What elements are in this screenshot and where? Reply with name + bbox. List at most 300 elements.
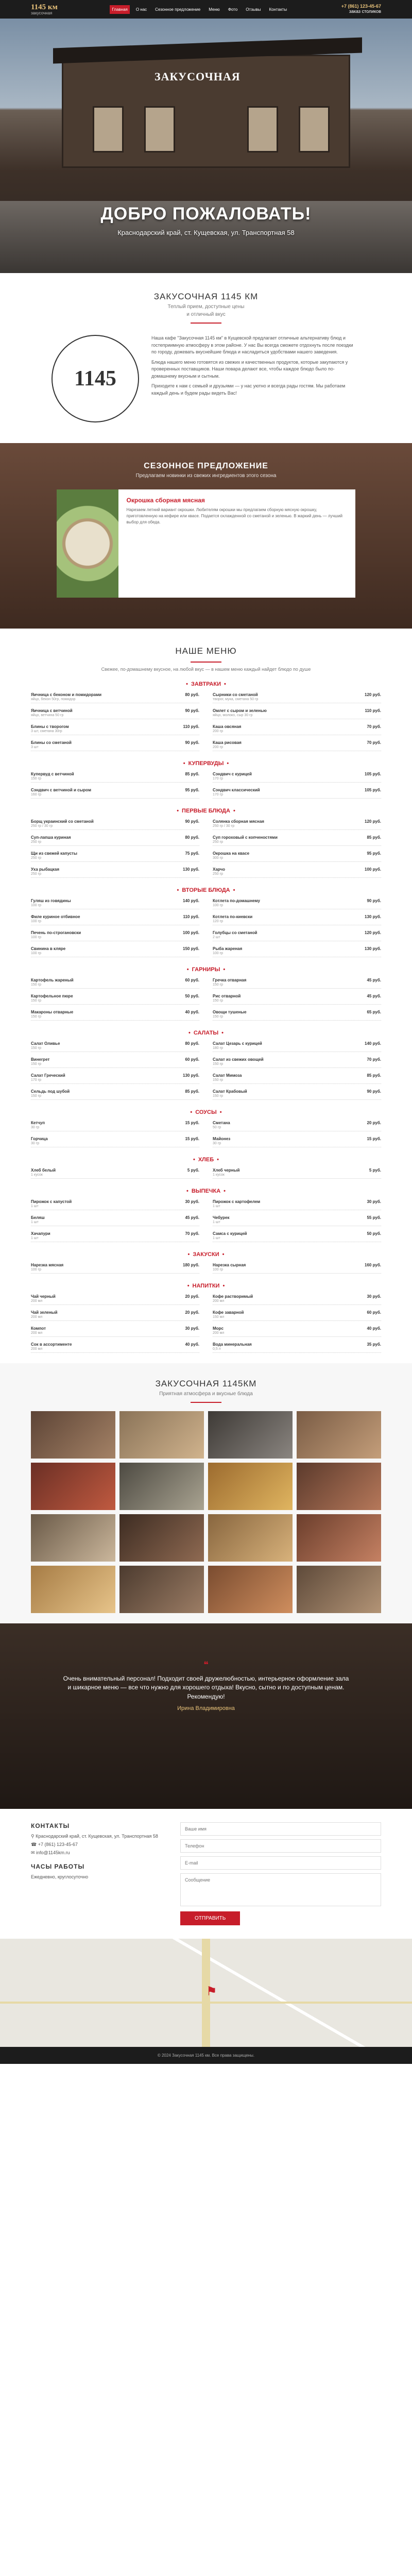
menu-item-name: Самса с курицей — [213, 1231, 247, 1236]
menu-item-desc: 120 гр — [213, 920, 224, 923]
menu-item — [31, 1326, 199, 1337]
menu-item-price: 120 руб. — [365, 930, 381, 935]
menu-item-price: 5 руб. — [187, 1168, 199, 1173]
menu-item — [31, 978, 199, 989]
menu-item-name: Макароны отварные — [31, 1010, 74, 1014]
menu-item — [213, 1231, 381, 1242]
email-text: info@1145km.ru — [36, 1850, 70, 1855]
menu-item-price: 5 руб. — [369, 1168, 381, 1173]
menu-item — [213, 1199, 381, 1210]
menu-item-price: 130 руб. — [183, 867, 199, 872]
menu-item — [31, 788, 199, 799]
gallery-photo[interactable] — [31, 1514, 115, 1562]
menu-item-desc: 170 гр — [213, 777, 224, 781]
menu-section — [0, 629, 412, 1363]
menu-item — [213, 819, 381, 830]
menu-item — [31, 724, 199, 735]
gallery-photo[interactable] — [31, 1463, 115, 1510]
menu-item-desc: 100 гр — [213, 952, 224, 955]
menu-item-price: 110 руб. — [183, 724, 199, 729]
menu-item-price: 60 руб. — [185, 978, 199, 982]
location-map[interactable] — [0, 1939, 412, 2047]
menu-item-name: Сырники со сметаной — [213, 692, 258, 697]
contact-phone[interactable]: ☎ +7 (861) 123-45-67 — [31, 1842, 78, 1847]
menu-item-name: Компот — [31, 1326, 46, 1331]
category-title: • ВЫПЕЧКА • — [31, 1188, 381, 1194]
hero-window — [93, 106, 124, 152]
menu-item-desc: 0,5 л — [213, 1347, 221, 1351]
menu-item-price: 15 руб. — [367, 1137, 381, 1141]
menu-item — [213, 788, 381, 799]
menu-item-price: 130 руб. — [183, 1073, 199, 1078]
menu-item-desc: 1 шт — [213, 1205, 220, 1208]
menu-item — [31, 1041, 199, 1052]
header-phone[interactable] — [341, 4, 381, 14]
menu-item-desc: 30 гр — [213, 1142, 221, 1145]
menu-item-desc: творог, мука, сметана 50 гр — [213, 698, 259, 701]
reviews-section — [0, 1623, 412, 1809]
menu-item-name: Чай зеленый — [31, 1310, 58, 1315]
menu-item-desc: 100 гр — [31, 920, 42, 923]
menu-item-name: Борщ украинский со сметаной — [31, 819, 94, 824]
menu-item — [31, 1294, 199, 1305]
hero-title: ДОБРО ПОЖАЛОВАТЬ! — [100, 204, 312, 224]
menu-category — [31, 1030, 381, 1100]
menu-item-desc: 3 шт, сметана 30гр — [31, 730, 62, 733]
gallery-photo[interactable] — [31, 1566, 115, 1613]
menu-item — [31, 899, 199, 909]
menu-item-price: 55 руб. — [367, 1215, 381, 1220]
menu-item — [31, 946, 199, 957]
menu-item-name: Гречка отварная — [213, 978, 247, 982]
menu-item-price: 90 руб. — [367, 899, 381, 903]
email-field[interactable] — [180, 1856, 381, 1870]
menu-item-price: 35 руб. — [367, 1342, 381, 1347]
hero-section — [0, 19, 412, 273]
nav-home[interactable]: Главная — [110, 5, 129, 14]
menu-item-price: 70 руб. — [367, 1057, 381, 1062]
menu-item-desc: 100 гр — [213, 904, 224, 907]
menu-item — [213, 1089, 381, 1100]
menu-item-price: 45 руб. — [367, 978, 381, 982]
menu-item-price: 80 руб. — [185, 1041, 199, 1046]
menu-item — [213, 899, 381, 909]
menu-item-desc: 100 гр — [31, 1268, 42, 1272]
menu-item-name: Кофе заварной — [213, 1310, 244, 1315]
season-card-text: Нарезаем летний вариант окрошки. Любителям окрошки мы предлагаем сборную мясную окрошку, приготовленную на кефире или квасе. Подается охлажденной со сметаной и зеленью. В жаркий день — лучший выбор для обеда. — [126, 507, 343, 524]
menu-item-price: 50 руб. — [185, 994, 199, 998]
nav-menu[interactable]: Меню — [209, 7, 220, 12]
menu-item-desc: 250 гр — [31, 872, 42, 876]
menu-item-name: Картофель жареный — [31, 978, 74, 982]
menu-item — [31, 1168, 199, 1179]
logo-title: 1145 км — [31, 3, 58, 11]
hero-sign: ЗАКУСОЧНАЯ — [154, 70, 241, 83]
menu-item — [213, 835, 381, 846]
menu-item-name: Сметана — [213, 1121, 230, 1125]
menu-item — [213, 1137, 381, 1147]
menu-item-name: Овощи тушеные — [213, 1010, 247, 1014]
gallery-title: ЗАКУСОЧНАЯ 1145КМ — [155, 1379, 257, 1388]
hero-subtitle: Краснодарский край, ст. Кущевская, ул. Транспортная 58 — [117, 229, 295, 236]
gallery-photo[interactable] — [208, 1463, 293, 1510]
menu-item — [213, 851, 381, 862]
menu-item — [31, 1057, 199, 1068]
category-title: • ГАРНИРЫ • — [31, 967, 381, 973]
menu-item-name: Салат из свежих овощей — [213, 1057, 264, 1062]
quote-icon: ❝ — [203, 1659, 209, 1670]
menu-item-desc: яйцо, ветчина 50 гр — [31, 714, 64, 717]
gallery-photo[interactable] — [31, 1411, 115, 1459]
menu-item-name: Омлет с сыром и зеленью — [213, 708, 267, 713]
menu-item-price: 90 руб. — [185, 708, 199, 713]
menu-item-price: 110 руб. — [365, 708, 381, 713]
menu-item-desc: 150 гр — [31, 999, 42, 1003]
gallery-photo[interactable] — [297, 1463, 381, 1510]
menu-item-desc: 1 шт — [31, 1236, 39, 1240]
menu-item — [213, 1041, 381, 1052]
season-section — [0, 443, 412, 629]
menu-item — [213, 772, 381, 783]
footer-text: © 2024 Закусочная 1145 км. Все права защищены. — [157, 2053, 255, 2058]
about-paragraph: Приходите к нам с семьей и друзьями — у нас уютно и всегда рады гостям. Мы работаем каждый день и будем рады видеть Вас! — [151, 383, 346, 396]
menu-category — [31, 1157, 381, 1179]
contacts-title: КОНТАКТЫ — [31, 1822, 70, 1829]
menu-category — [31, 1283, 381, 1353]
top-bar — [0, 0, 412, 19]
gallery-photo[interactable] — [208, 1411, 293, 1459]
menu-item-name: Уха рыбацкая — [31, 867, 60, 872]
category-title: • ЗАКУСКИ • — [31, 1251, 381, 1258]
menu-item-price: 105 руб. — [365, 788, 381, 792]
menu-item-desc: 250 гр — [213, 840, 224, 844]
menu-item-price: 75 руб. — [185, 851, 199, 856]
menu-item — [31, 1199, 199, 1210]
menu-item-name: Хлеб белый — [31, 1168, 56, 1173]
category-title: • ПЕРВЫЕ БЛЮДА • — [31, 808, 381, 814]
menu-item-price: 40 руб. — [185, 1010, 199, 1014]
menu-item — [31, 867, 199, 878]
gallery-photo[interactable] — [297, 1514, 381, 1562]
menu-item-name: Чебурек — [213, 1215, 230, 1220]
menu-item-name: Салат Оливье — [31, 1041, 60, 1046]
menu-item-price: 150 руб. — [183, 946, 199, 951]
menu-item-desc: 150 гр — [31, 983, 42, 987]
footer — [0, 2047, 412, 2064]
menu-item — [31, 692, 199, 703]
menu-item-desc: 150 гр — [213, 983, 224, 987]
menu-item-name: Салат Цезарь с курицей — [213, 1041, 262, 1046]
menu-title: НАШЕ МЕНЮ — [175, 646, 237, 656]
menu-item — [31, 1137, 199, 1147]
gallery-photo[interactable] — [119, 1411, 204, 1459]
divider — [191, 662, 221, 663]
hours-text: Ежедневно, круглосуточно — [31, 1874, 89, 1879]
menu-category — [31, 1109, 381, 1147]
menu-item-name: Пирожок с картофелем — [213, 1199, 261, 1204]
menu-item-desc: 200 гр — [213, 730, 224, 733]
about-paragraph: Наша кафе "Закусочная 1145 км" в Кущевской предлагает отличные альтернативу блюд и гостеприимную атмосферу в этом районе. У нас Вы всегда сможете отдохнуть после поездки по городу, дожевать вкуснейшие блюда и насладиться удобствами нашего заведения. — [151, 335, 353, 354]
menu-item — [31, 708, 199, 719]
menu-item-price: 30 руб. — [367, 1199, 381, 1204]
menu-item-name: Хачапури — [31, 1231, 50, 1236]
nav-season[interactable]: Сезонное предложение — [155, 7, 201, 12]
menu-item — [31, 1342, 199, 1353]
menu-item-name: Майонез — [213, 1137, 231, 1141]
menu-item-name: Салат Мимоза — [213, 1073, 242, 1078]
menu-item-price: 85 руб. — [367, 835, 381, 840]
menu-item-desc: 200 мл — [213, 1331, 225, 1335]
menu-item-name: Сельдь под шубой — [31, 1089, 70, 1094]
menu-item-name: Филе куриное отбивное — [31, 914, 80, 919]
menu-item-desc: 180 гр — [213, 1046, 224, 1050]
season-subtitle: Предлагаем новинки из свежих ингредиентов этого сезона — [135, 473, 277, 479]
menu-item-price: 80 руб. — [185, 835, 199, 840]
menu-item-desc: яйцо, бекон 50гр, помидор — [31, 698, 76, 701]
menu-item-desc: 200 мл — [213, 1299, 225, 1303]
gallery-photo[interactable] — [119, 1514, 204, 1562]
menu-item-desc: 150 гр — [31, 1062, 42, 1066]
menu-item-name: Картофельное пюре — [31, 994, 73, 998]
menu-item-name: Винегрет — [31, 1057, 50, 1062]
menu-item-name: Кофе растворимый — [213, 1294, 253, 1299]
menu-item-price: 90 руб. — [185, 819, 199, 824]
menu-item — [213, 946, 381, 957]
nav-about[interactable]: О нас — [135, 7, 147, 12]
menu-item-desc: 250 гр — [213, 872, 224, 876]
gallery-photo[interactable] — [119, 1463, 204, 1510]
menu-item-price: 180 руб. — [183, 1263, 199, 1267]
menu-item-desc: 170 гр — [213, 793, 224, 796]
gallery-photo[interactable] — [119, 1566, 204, 1613]
menu-item-price: 20 руб. — [185, 1294, 199, 1299]
emblem-logo — [52, 335, 139, 422]
menu-item — [213, 1294, 381, 1305]
menu-item-name: Каша овсяная — [213, 724, 242, 729]
menu-item-desc: 200 мл — [31, 1347, 43, 1351]
menu-item-price: 105 руб. — [365, 772, 381, 776]
menu-categories — [31, 681, 381, 1353]
menu-item-desc: 150 гр — [213, 1078, 224, 1082]
menu-item — [31, 914, 199, 925]
menu-category — [31, 808, 381, 878]
menu-item-price: 45 руб. — [367, 994, 381, 998]
menu-item-name: Гуляш из говядины — [31, 899, 71, 903]
menu-item-price: 85 руб. — [185, 772, 199, 776]
menu-item-name: Рыба жареная — [213, 946, 243, 951]
gallery-section — [0, 1363, 412, 1623]
menu-item-name: Сэндвич классический — [213, 788, 260, 792]
menu-item-desc: 200 мл — [31, 1299, 43, 1303]
logo[interactable] — [31, 4, 58, 15]
menu-item — [213, 994, 381, 1005]
menu-item — [213, 724, 381, 735]
menu-item-desc: 50 гр — [213, 1126, 221, 1129]
menu-item — [31, 835, 199, 846]
menu-item-name: Хлеб черный — [213, 1168, 240, 1173]
menu-item — [31, 1073, 199, 1084]
phone-note: заказ столиков — [349, 9, 381, 14]
gallery-photo[interactable] — [297, 1411, 381, 1459]
menu-item-price: 70 руб. — [367, 724, 381, 729]
menu-item-price: 80 руб. — [185, 692, 199, 697]
menu-item-price: 90 руб. — [185, 740, 199, 745]
menu-item-desc: 100 гр — [31, 904, 42, 907]
menu-item-desc: 1 кусок — [31, 1173, 43, 1177]
menu-item-price: 40 руб. — [185, 1342, 199, 1347]
menu-item-desc: 200 гр — [213, 745, 224, 749]
menu-item — [213, 1010, 381, 1021]
menu-item — [31, 1010, 199, 1021]
menu-item-price: 90 руб. — [367, 1089, 381, 1094]
menu-item-price: 40 руб. — [367, 1326, 381, 1331]
menu-item-desc: яйцо, молоко, сыр 30 гр — [213, 714, 253, 717]
season-card — [57, 489, 355, 598]
menu-category — [31, 681, 381, 751]
menu-item-price: 60 руб. — [185, 1057, 199, 1062]
menu-item-name: Салат Греческий — [31, 1073, 65, 1078]
menu-item-price: 50 руб. — [367, 1231, 381, 1236]
menu-item-price: 120 руб. — [365, 692, 381, 697]
menu-item-name: Котлета по-киевски — [213, 914, 253, 919]
menu-description: Свежее, по-домашнему вкусное, на любой вкус — в нашем меню каждый найдет блюдо по душе — [101, 667, 311, 672]
hero-window — [144, 106, 175, 152]
category-title: • САЛАТЫ • — [31, 1030, 381, 1036]
menu-category — [31, 1251, 381, 1274]
menu-item-price: 95 руб. — [185, 788, 199, 792]
menu-item-name: Блины со сметаной — [31, 740, 72, 745]
menu-item — [213, 1342, 381, 1353]
menu-item-price: 70 руб. — [185, 1231, 199, 1236]
menu-item-price: 15 руб. — [185, 1137, 199, 1141]
menu-item-name: Яичница с ветчиной — [31, 708, 73, 713]
menu-item-desc: 150 гр — [31, 1015, 42, 1019]
menu-item — [31, 851, 199, 862]
contact-address: ⚲ Краснодарский край, ст. Кущевская, ул. Транспортная 58 — [31, 1834, 158, 1839]
gallery-photo[interactable] — [297, 1566, 381, 1613]
menu-item-desc: 200 мл — [31, 1331, 43, 1335]
menu-item-name: Сок в ассортименте — [31, 1342, 72, 1347]
menu-item — [31, 819, 199, 830]
menu-item-desc: 1 шт — [213, 1221, 220, 1224]
menu-item — [213, 1310, 381, 1321]
logo-subtitle: закусочная — [31, 10, 53, 15]
gallery-subtitle: Приятная атмосфера и вкусные блюда — [159, 1391, 253, 1397]
address-text: Краснодарский край, ст. Кущевская, ул. Транспортная 58 — [36, 1834, 158, 1839]
menu-item-price: 30 руб. — [367, 1294, 381, 1299]
menu-item — [31, 930, 199, 941]
hero-window — [247, 106, 278, 152]
message-field[interactable] — [180, 1873, 381, 1906]
season-title: СЕЗОННОЕ ПРЕДЛОЖЕНИЕ — [144, 462, 268, 470]
menu-item — [213, 1057, 381, 1068]
menu-item-price: 100 руб. — [183, 930, 199, 935]
menu-item-price: 30 руб. — [185, 1326, 199, 1331]
phone-field[interactable] — [180, 1839, 381, 1853]
nav-contacts[interactable]: Контакты — [269, 7, 287, 12]
menu-item-name: Морс — [213, 1326, 224, 1331]
menu-item — [31, 1310, 199, 1321]
menu-item — [31, 1263, 199, 1274]
menu-item-desc: 170 гр — [31, 1078, 42, 1082]
menu-item-desc: 150 гр — [213, 1094, 224, 1098]
contact-form — [180, 1822, 381, 1925]
category-title: • ЗАВТРАКИ • — [31, 681, 381, 687]
menu-item-name: Свинина в кляре — [31, 946, 66, 951]
menu-item-desc: 250 гр — [31, 840, 42, 844]
menu-item — [31, 772, 199, 783]
gallery-photo[interactable] — [208, 1514, 293, 1562]
menu-item-price: 130 руб. — [365, 946, 381, 951]
menu-item-name: Печень по-строгановски — [31, 930, 81, 935]
divider — [191, 1402, 221, 1403]
menu-item — [213, 692, 381, 703]
menu-item-desc: 300 гр — [213, 856, 224, 860]
menu-item-desc: 150 гр — [213, 1015, 224, 1019]
menu-item — [213, 1215, 381, 1226]
menu-item-desc: 160 гр — [31, 793, 42, 796]
review-author: Ирина Владимировна — [177, 1705, 235, 1712]
menu-item-name: Котлета по-домашнему — [213, 899, 260, 903]
hours-title: ЧАСЫ РАБОТЫ — [31, 1863, 85, 1870]
menu-item-name: Горчица — [31, 1137, 48, 1141]
menu-item — [31, 1121, 199, 1131]
menu-item-name: Суп гороховый с копченостями — [213, 835, 278, 840]
menu-item-name: Вода минеральная — [213, 1342, 252, 1347]
menu-category — [31, 887, 381, 957]
menu-item-price: 15 руб. — [185, 1121, 199, 1125]
menu-item-name: Салат Крабовый — [213, 1089, 247, 1094]
menu-item-name: Рис отварной — [213, 994, 241, 998]
menu-item-price: 45 руб. — [185, 1215, 199, 1220]
category-title: • ХЛЕБ • — [31, 1157, 381, 1163]
menu-item-name: Окрошка на квасе — [213, 851, 250, 856]
about-section — [0, 273, 412, 443]
menu-item-price: 20 руб. — [367, 1121, 381, 1125]
menu-item-price: 70 руб. — [367, 740, 381, 745]
menu-item-name: Суп-лапша куриная — [31, 835, 71, 840]
menu-item-desc: 100 гр — [31, 936, 42, 939]
menu-item-name: Щи из свежей капусты — [31, 851, 77, 856]
menu-item-desc: 150 гр — [213, 1062, 224, 1066]
menu-item — [213, 708, 381, 719]
menu-item-price: 140 руб. — [183, 899, 199, 903]
menu-item-name: Пирожок с капустой — [31, 1199, 72, 1204]
menu-item-name: Яичница с беконом и помидорами — [31, 692, 102, 697]
review-text: Очень внимательный персонал! Подходит своей дружелюбностью, интерьерное оформление зала и шикарное меню — все что нужно для хорошего отдыха! Вкусно, сытно и по доступным ценам. Рекомендую! — [63, 1675, 349, 1700]
menu-item-name: Сэндвич с курицей — [213, 772, 252, 776]
menu-item-desc: 1 шт — [31, 1221, 39, 1224]
send-button[interactable]: ОТПРАВИТЬ — [180, 1911, 240, 1925]
gallery-photo[interactable] — [208, 1566, 293, 1613]
menu-item-price: 85 руб. — [367, 1073, 381, 1078]
contacts-section — [0, 1809, 412, 1939]
menu-item — [213, 1168, 381, 1179]
name-field[interactable] — [180, 1822, 381, 1836]
menu-item-desc: 30 гр — [31, 1142, 40, 1145]
menu-item-price: 95 руб. — [367, 851, 381, 856]
menu-item — [213, 1263, 381, 1274]
nav-photo[interactable]: Фото — [228, 7, 238, 12]
contact-email[interactable]: ✉ info@1145km.ru — [31, 1850, 70, 1855]
menu-item-name: Солянка сборная мясная — [213, 819, 264, 824]
menu-item-name: Беляш — [31, 1215, 45, 1220]
menu-item — [213, 867, 381, 878]
nav-reviews[interactable]: Отзывы — [246, 7, 261, 12]
category-title: • КУПЕРВУДЫ • — [31, 760, 381, 767]
hero-window — [299, 106, 330, 152]
menu-item-price: 100 руб. — [365, 867, 381, 872]
